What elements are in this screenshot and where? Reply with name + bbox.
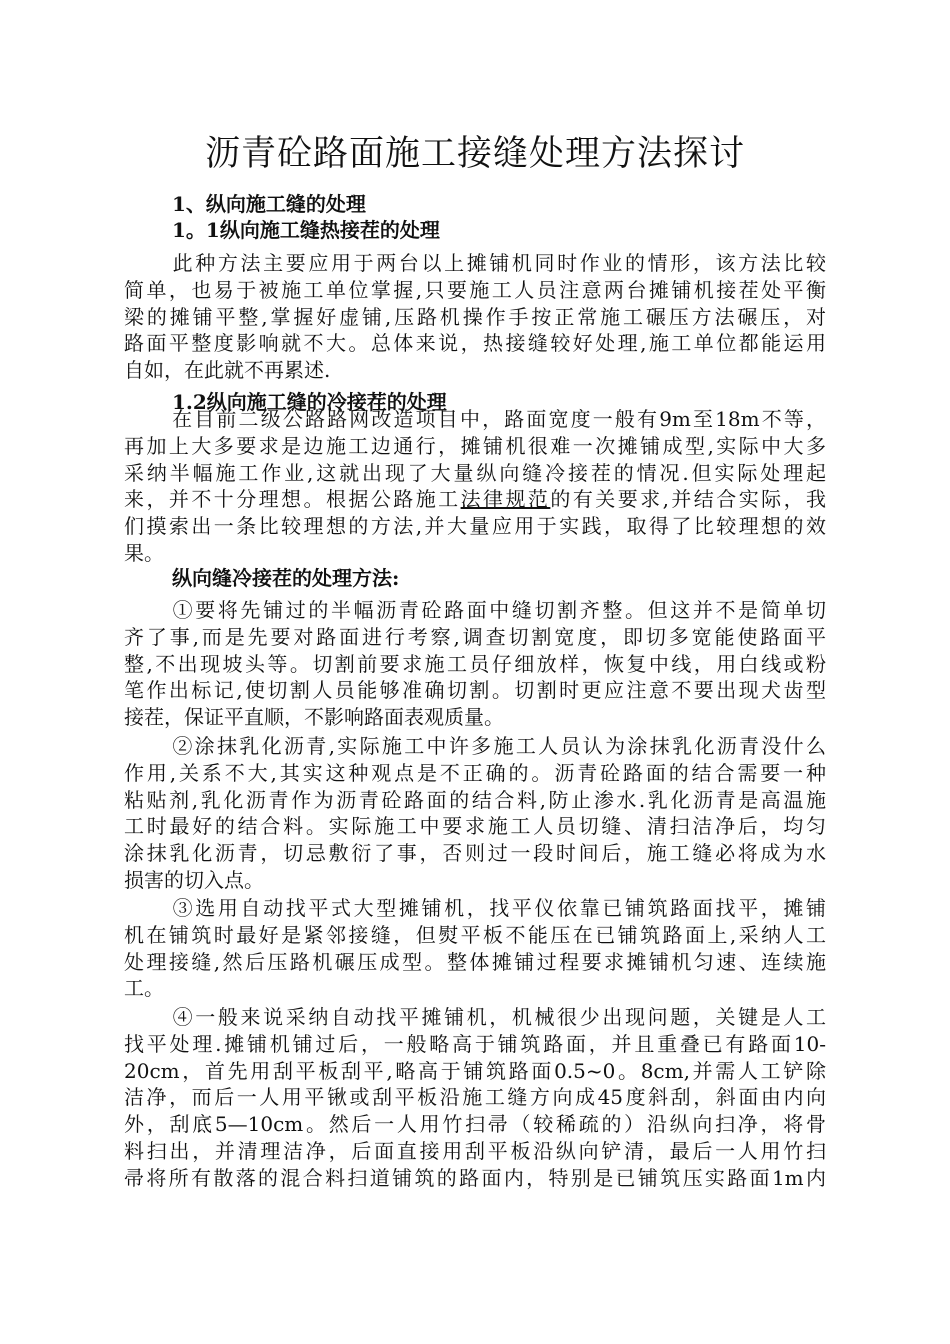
section-heading-1-2: 1.2纵向施工缝的冷接茬的处理 bbox=[172, 390, 447, 414]
text-line: 工。 bbox=[124, 976, 164, 1001]
text-line: 接茬，保证平直顺，不影响路面表观质量。 bbox=[124, 705, 504, 730]
text-line: 帚将所有散落的混合料扫道铺筑的路面内，特别是已铺筑压实路面1m内 bbox=[124, 1165, 826, 1190]
document-title: 沥青砼路面施工接缝处理方法探讨 bbox=[204, 134, 745, 174]
paragraph-step-2 bbox=[124, 733, 826, 894]
text-line: 笔作出标记,使切割人员能够准确切割。切割时更应注意不要出现犬齿型 bbox=[124, 678, 826, 703]
text-line: 路面平整度影响就不大。总体来说，热接缝较好处理,施工单位都能运用 bbox=[124, 331, 826, 356]
text-line: 来，并不十分理想。根据公路施工法律规范的有关要求,并结合实际，我 bbox=[124, 487, 827, 512]
paragraph-cold-joint bbox=[124, 406, 826, 567]
text-line: 机在铺筑时最好是紧邻接缝，但熨平板不能压在已铺筑路面上,采纳人工 bbox=[124, 922, 826, 947]
text-line: ①要将先铺过的半幅沥青砼路面中缝切割齐整。但这并不是简单切 bbox=[170, 598, 826, 622]
text-line: 们摸索出一条比较理想的方法,并大量应用于实践，取得了比较理想的效 bbox=[124, 514, 826, 539]
text-line: 外，刮底5—10cm。然后一人用竹扫帚（较稀疏的）沿纵向扫净，将骨 bbox=[124, 1112, 826, 1137]
text-line: 工时最好的结合料。实际施工中要求施工人员切缝、清扫洁净后，均匀 bbox=[124, 814, 826, 839]
text-line: 作用,关系不大,其实这种观点是不正确的。沥青砼路面的结合需要一种 bbox=[124, 760, 826, 785]
text-line: 整,不出现坡头等。切割前要求施工员仔细放样，恢复中线，用白线或粉 bbox=[124, 651, 826, 676]
text-line: 果。 bbox=[124, 540, 164, 565]
text-line: 简单，也易于被施工单位掌握,只要施工人员注意两台摊铺机接茬处平衡 bbox=[124, 277, 826, 302]
text-line: ②涂抹乳化沥青,实际施工中许多施工人员认为涂抹乳化沥青没什么 bbox=[170, 734, 826, 758]
text-line: 自如，在此就不再累述. bbox=[124, 358, 331, 383]
text-line: 采纳半幅施工作业,这就出现了大量纵向缝冷接茬的情况.但实际处理起 bbox=[124, 460, 826, 485]
section-heading-1: 1、纵向施工缝的处理 bbox=[172, 192, 366, 216]
text-line: 再加上大多要求是边施工边通行，摊铺机很难一次摊铺成型,实际中大多 bbox=[124, 433, 826, 458]
method-heading: 纵向缝冷接茬的处理方法: bbox=[172, 566, 400, 590]
text-line: 洁净，而后一人用平锹或刮平板沿施工缝方向成45度斜刮，斜面由内向 bbox=[124, 1085, 826, 1110]
section-heading-1-1: 1。1纵向施工缝热接茬的处理 bbox=[172, 218, 440, 242]
text-line: 此种方法主要应用于两台以上摊铺机同时作业的情形，该方法比较 bbox=[170, 251, 826, 275]
text-line: 损害的切入点。 bbox=[124, 867, 264, 892]
text-line: 料扫出，并清理洁净，后面直接用刮平板沿纵向铲清，最后一人用竹扫 bbox=[124, 1138, 826, 1163]
law-regulation-link[interactable]: 法律规范 bbox=[460, 487, 551, 512]
paragraph-step-4 bbox=[124, 1004, 826, 1192]
text-line: 梁的摊铺平整,掌握好虚铺,压路机操作手按正常施工碾压方法碾压，对 bbox=[124, 304, 826, 329]
text-line: 找平处理.摊铺机铺过后，一般略高于铺筑路面，并且重叠已有路面10- bbox=[124, 1031, 826, 1056]
text-line: 处理接缝,然后压路机碾压成型。整体摊铺过程要求摊铺机匀速、连续施 bbox=[124, 949, 826, 974]
paragraph-hot-joint bbox=[124, 250, 826, 384]
text-line: 20cm，首先用刮平板刮平,略高于铺筑路面0.5~0。8cm,并需人工铲除 bbox=[124, 1058, 826, 1083]
text-line: ③选用自动找平式大型摊铺机，找平仪依靠已铺筑路面找平，摊铺 bbox=[170, 896, 826, 920]
text-line: ④一般来说采纳自动找平摊铺机，机械很少出现问题，关键是人工 bbox=[170, 1005, 826, 1029]
text-line: 在目前二级公路路网改造项目中，路面宽度一般有9m至18m不等， bbox=[170, 407, 826, 431]
text-line: 齐了事,而是先要对路面进行考察,调查切割宽度，即切多宽能使路面平 bbox=[124, 624, 826, 649]
paragraph-step-3 bbox=[124, 895, 826, 1002]
paragraph-step-1 bbox=[124, 597, 826, 731]
text-line: 涂抹乳化沥青，切忌敷衍了事，否则过一段时间后，施工缝必将成为水 bbox=[124, 841, 826, 866]
text-line: 粘贴剂,乳化沥青作为沥青砼路面的结合料,防止渗水.乳化沥青是高温施 bbox=[124, 787, 826, 812]
